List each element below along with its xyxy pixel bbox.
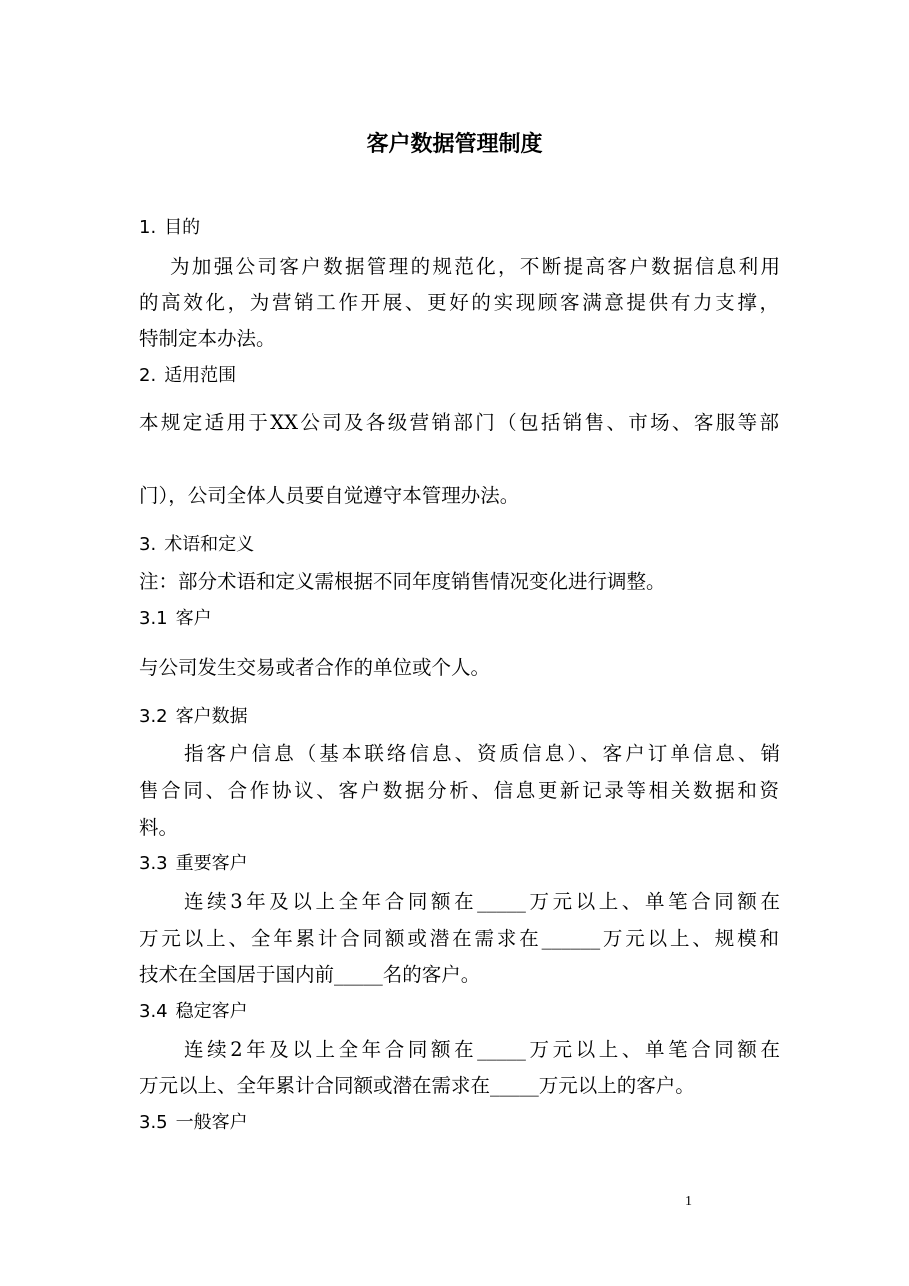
section-heading-scope xyxy=(139,362,779,390)
terms-note: 注：部分术语和定义需根据不同年度销售情况变化进行调整。 xyxy=(139,570,666,593)
section-title: 术语和定义 xyxy=(164,534,255,555)
section-title: 稳定客户 xyxy=(175,1001,248,1022)
section-number: 1. xyxy=(139,217,157,238)
section-heading-customer xyxy=(139,605,779,633)
paragraph-line: 万元以上、全年累计合同额或潜在需求在______万元以上、规模和 xyxy=(139,927,779,950)
section-title: 客户 xyxy=(175,608,212,629)
section-title: 客户数据 xyxy=(175,706,248,727)
paragraph-line: 万元以上、全年累计合同额或潜在需求在_____万元以上的客户。 xyxy=(139,1074,695,1097)
paragraph-line: 技术在全国居于国内前_____名的客户。 xyxy=(139,963,481,986)
section-number: 3.2 xyxy=(139,706,168,727)
section-number: 3.1 xyxy=(139,608,168,629)
section-heading-general-customer xyxy=(139,1109,779,1137)
section-heading-purpose xyxy=(139,214,779,242)
section-title: 适用范围 xyxy=(164,365,237,386)
paragraph-line: 售合同、合作协议、客户数据分析、信息更新记录等相关数据和资 xyxy=(139,779,779,802)
paragraph-line: 门），公司全体人员要自觉遵守本管理办法。 xyxy=(139,484,520,507)
section-heading-stable-customer xyxy=(139,998,779,1026)
section-heading-terms xyxy=(139,531,779,559)
paragraph-line: 的高效化，为营销工作开展、更好的实现顾客满意提供有力支撑， xyxy=(139,291,779,314)
section-title: 一般客户 xyxy=(175,1112,248,1133)
paragraph-line: 特制定本办法。 xyxy=(139,327,276,350)
section-number: 3.4 xyxy=(139,1001,168,1022)
paragraph-line: 连续2年及以上全年合同额在_____万元以上、单笔合同额在 xyxy=(184,1038,780,1061)
paragraph-line: 为加强公司客户数据管理的规范化，不断提高客户数据信息利用 xyxy=(170,255,780,278)
paragraph-line: 指客户信息（基本联络信息、资质信息）、客户订单信息、销 xyxy=(184,742,780,765)
paragraph-line: 料。 xyxy=(139,816,179,839)
paragraph-line: 连续3年及以上全年合同额在_____万元以上、单笔合同额在 xyxy=(184,890,780,913)
section-heading-customer-data xyxy=(139,703,779,731)
section-number: 2. xyxy=(139,365,157,386)
page-number: 1 xyxy=(685,1194,692,1209)
paragraph-line: 本规定适用于XX公司及各级营销部门（包括销售、市场、客服等部 xyxy=(139,411,779,434)
document-title: 客户数据管理制度 xyxy=(366,131,543,157)
section-number: 3.3 xyxy=(139,853,168,874)
paragraph-line: 与公司发生交易或者合作的单位或个人。 xyxy=(139,656,491,679)
section-number: 3. xyxy=(139,534,157,555)
section-number: 3.5 xyxy=(139,1112,168,1133)
section-title: 目的 xyxy=(164,217,201,238)
section-heading-important-customer xyxy=(139,850,779,878)
section-title: 重要客户 xyxy=(175,853,248,874)
